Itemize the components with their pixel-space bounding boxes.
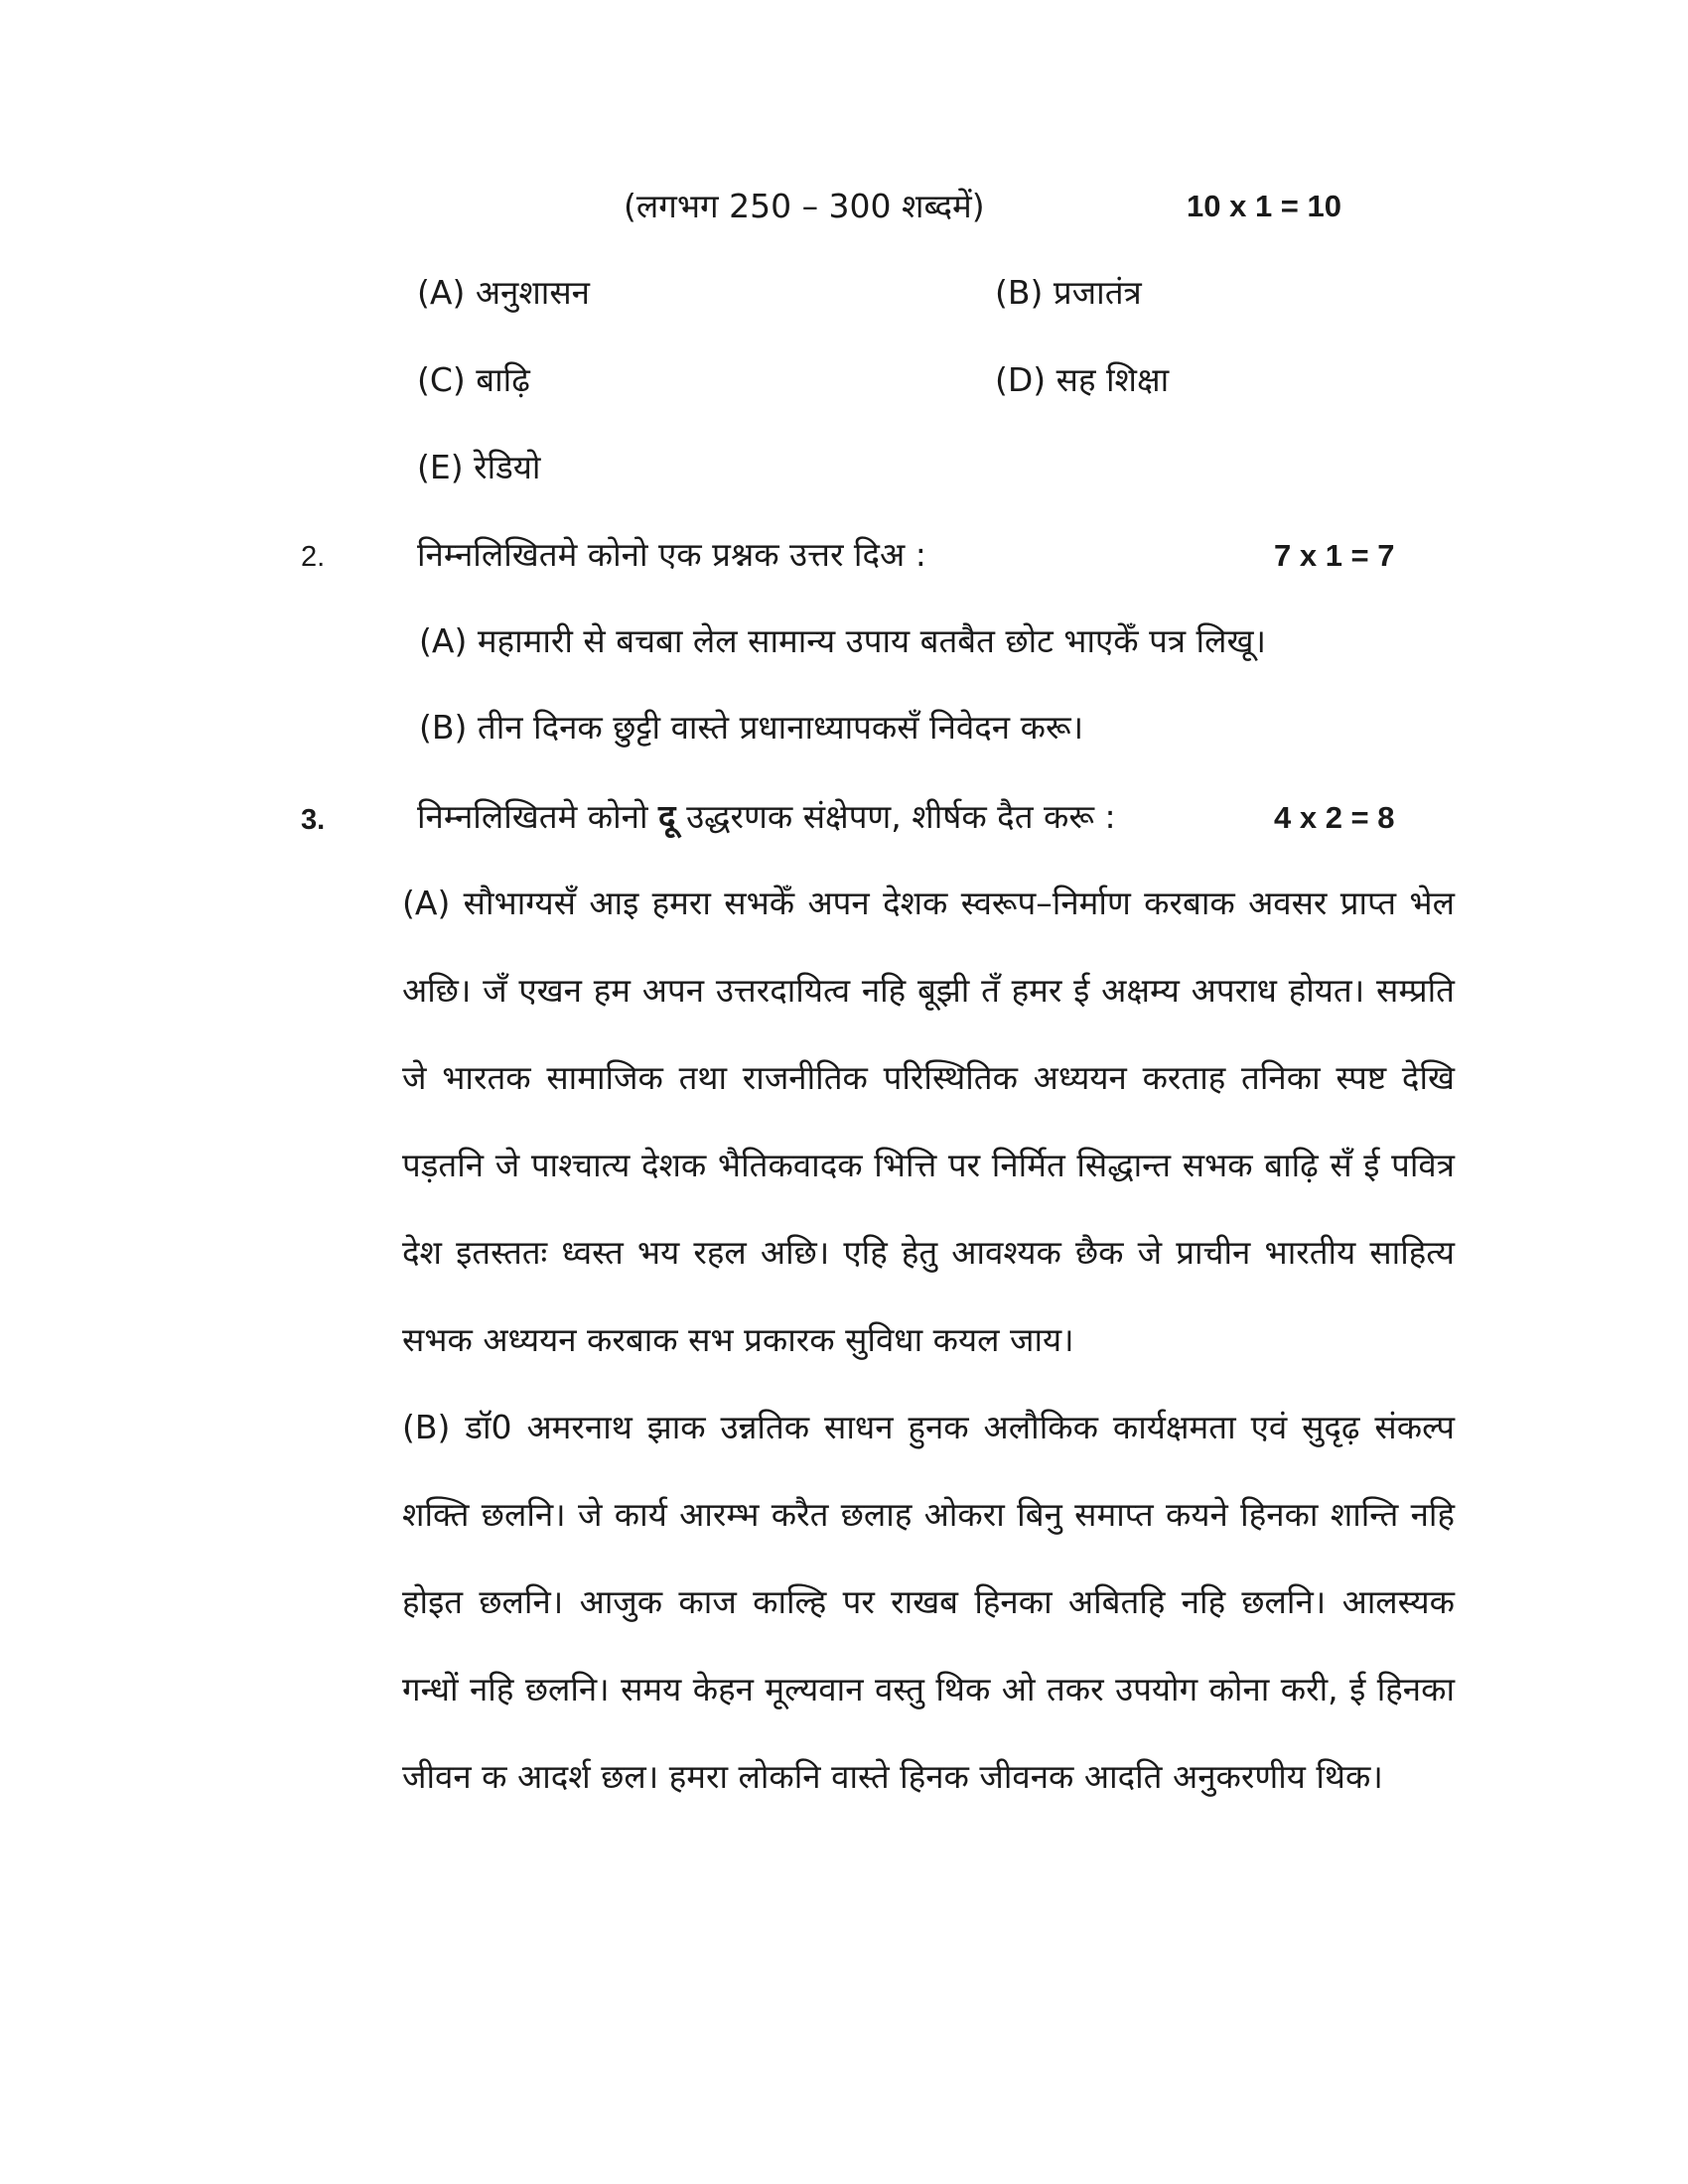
precis-passages — [402, 860, 1455, 1821]
q2-number: 2. — [301, 541, 326, 573]
essay-option-e: (E) रेडियो — [417, 448, 541, 486]
letter-option-b: (B) तीन दिनक छुट्टी वास्ते प्रधानाध्यापकसँ निवेदन करू। — [419, 708, 1084, 747]
letter-option-a: (A) महामारी से बचबा लेल सामान्य उपाय बतबैत छोट भाएकेँ पत्र लिखू। — [419, 621, 1266, 660]
essay-option-b: (B) प्रजातंत्र — [995, 273, 1142, 312]
q2-marks: 7 x 1 = 7 — [1274, 538, 1395, 573]
essay-word-limit: (लगभग 250 – 300 शब्दमें) — [624, 187, 985, 225]
essay-option-d: (D) सह शिक्षा — [995, 360, 1170, 399]
q3-prompt-start: निम्नलिखितमे कोनो — [417, 797, 648, 836]
precis-passage-a: (A) सौभाग्यसँ आइ हमरा सभकेँ अपन देशक स्वरूप–निर्माण करबाक अवसर प्राप्त भेल अछि। जँ एखन हम अपन उत्तरदायित्व नहि बूझी तँ हमर ई अक्षम्य अपराध होयत। सम्प्रति जे भारतक सामाजिक तथा राजनीतिक परिस्थितिक अध्ययन करताह तनिका स्पष्ट देखि पड़तनि जे पाश्चात्य देशक भैतिकवादक भित्ति पर निर्मित सिद्धान्त सभक बाढ़ि सँ ई पवित्र देश इतस्ततः ध्वस्त भय रहल अछि। एहि हेतु आवश्यक छैक जे प्राचीन भारतीय साहित्य सभक अध्ययन करबाक सभ प्रकारक सुविधा कयल जाय। — [402, 884, 1455, 1359]
q2-prompt: निम्नलिखितमे कोनो एक प्रश्नक उत्तर दिअ : — [417, 535, 926, 574]
q3-prompt — [417, 795, 1116, 839]
q3-prompt-end: उद्धरणक संक्षेपण, शीर्षक दैत करू : — [686, 797, 1116, 836]
precis-passage-b: (B) डॉ0 अमरनाथ झाक उन्नतिक साधन हुनक अलौकिक कार्यक्षमता एवं सुदृढ़ संकल्प शक्ति छलनि। जे कार्य आरम्भ करैत छलाह ओकरा बिनु समाप्त कयने हिनका शान्ति नहि होइत छलनि। आजुक काज काल्हि पर राखब हिनका अबितहि नहि छलनि। आलस्यक गन्धों नहि छलनि। समय केहन मूल्यवान वस्तु थिक ओ तकर उपयोग कोना करी, ई हिनका जीवन क आदर्श छल। हमरा लोकनि वास्ते हिनक जीवनक आदति अनुकरणीय थिक। — [402, 1408, 1455, 1796]
essay-option-c: (C) बाढ़ि — [417, 360, 530, 399]
essay-option-a: (A) अनुशासन — [417, 273, 590, 312]
q3-prompt-emphasis: दू — [658, 797, 676, 836]
q1-marks: 10 x 1 = 10 — [1187, 189, 1341, 223]
q3-number: 3. — [301, 804, 326, 836]
q3-marks: 4 x 2 = 8 — [1274, 800, 1395, 835]
